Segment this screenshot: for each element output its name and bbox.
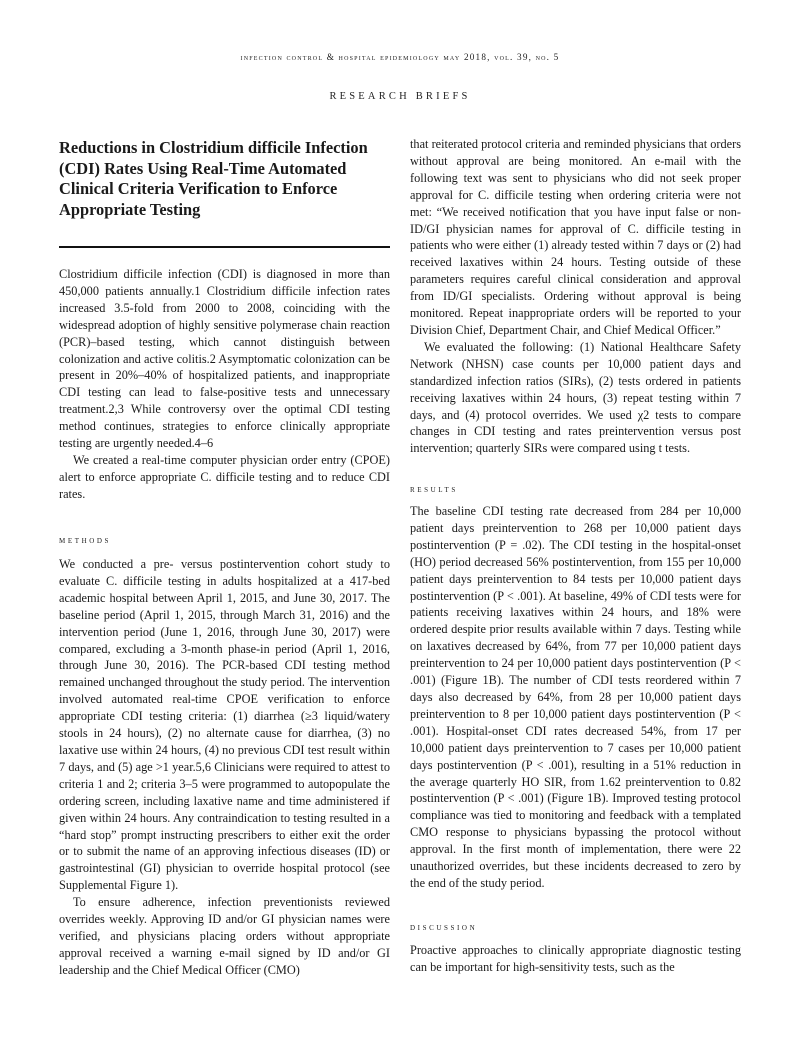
- discussion-section: [410, 920, 741, 937]
- left-column: [59, 266, 390, 503]
- methods-section: [59, 533, 390, 550]
- results-section: [410, 482, 741, 499]
- results-body: [410, 503, 741, 892]
- methods-paragraph-2: To ensure adherence, infection preventionists reviewed overrides weekly. Approving ID and/or GI physician names were verified, and physicians placing orders without appropriate approval received a warning e-mail signed by ID and/or GI leadership and the Chief Medical Officer (CMO): [59, 895, 390, 977]
- results-heading: results: [410, 484, 458, 495]
- title-rule: [59, 246, 390, 248]
- running-header: infection control & hospital epidemiology may 2018, vol. 39, no. 5: [240, 52, 560, 62]
- right-column: [410, 136, 741, 457]
- discussion-body: [410, 942, 741, 976]
- methods-paragraph-3: We evaluated the following: (1) National Healthcare Safety Network (NHSN) case counts per 10,000 patient days and standardized infection ratios (SIRs), (2) tests ordered in patients receiving laxatives within 24 hours, (3) repeat testing within 7 days, and (4) protocol overrides. We used χ2 tests to compare changes in CDI testing and rates preintervention versus post intervention; quarterly SIRs were compared using t tests.: [410, 339, 741, 456]
- methods-heading: methods: [59, 535, 112, 546]
- section-label: RESEARCH BRIEFS: [329, 91, 471, 102]
- intro-paragraph-1: Clostridium difficile infection (CDI) is diagnosed in more than 450,000 patients annually.1 Clostridium difficile infection rates increased 3.5-fold from 2000 to 2008, coinciding with the widespread adoption of highly sensitive polymerase chain reaction (PCR)–based testing, which cannot distinguish between colonization and active colitis.2 Asymptomatic colonization can be present in 20%–40% of hospitalized patients, and inappropriate CDI testing can lead to false-positive tests and unnecessary treatment.2,3 While controversy over the optimal CDI testing method continues, strategies to enforce clinically appropriate testing are urgently needed.4–6: [59, 267, 390, 451]
- methods-body: [59, 556, 390, 979]
- discussion-paragraph-1: Proactive approaches to clinically appropriate diagnostic testing can be important for high-sensitivity tests, such as the: [410, 943, 741, 974]
- methods-paragraph-2-continued: that reiterated protocol criteria and reminded physicians that orders without approval are being monitored. An e-mail with the following text was sent to physicians who did not seek proper approval for C. difficile testing when ordering criteria were not met: “We received notification that you have input false or non-ID/GI physician names for approval of C. difficile testing in patients who were either (1) already tested within 7 days or (2) had received laxatives within 24 hours. Testing outside of these parameters requires careful clinical consideration and approval from ID/GI specialists. Ordering without approval is being monitored. Repeat inappropriate orders will be reported to your Division Chief, Department Chair, and Chief Medical Officer.”: [410, 137, 741, 337]
- results-paragraph-1: The baseline CDI testing rate decreased from 284 per 10,000 patient days preintervention to 268 per 10,000 patient days postintervention (P = .02). The CDI testing in the hospital-onset (HO) period decreased 56% postintervention, from 155 per 10,000 patient days preintervention to 84 tests per 10,000 patient days postintervention (P < .001). At baseline, 49% of CDI tests were for patients receiving laxatives within 24 hours, and 18% were ordered despite prior results available within 7 days. Testing while on laxatives decreased by 64%, from 77 per 10,000 patient days preintervention to 24 per 10,000 patient days postintervention (P < .001) (Figure 1B). The number of CDI tests reordered within 7 days also decreased by 64%, from 28 per 10,000 patient days preintervention to 8 per 10,000 patient days postintervention (P < .001). Hospital-onset CDI rates decreased 54%, from 17 per 10,000 patient days preintervention to 7 cases per 10,000 patient days postintervention (P < .001), resulting in a 51% reduction in the average quarterly HO SIR, from 1.62 preintervention to 0.82 postintervention (P < .001) (Figure 1B). Improved testing protocol compliance was tied to monitoring and feedback with a templated CMO response to physicians bypassing the protocol without approval. In the first month of implementation, there were 22 unauthorized overrides, but these incidents decreased to zero by the end of the study period.: [410, 504, 741, 890]
- article-title: Reductions in Clostridium difficile Infection (CDI) Rates Using Real-Time Automated Clinical Criteria Verification to Enforce Appropriate Testing: [59, 138, 368, 219]
- intro-paragraph-2: We created a real-time computer physician order entry (CPOE) alert to enforce appropriate C. difficile testing and to reduce CDI rates.: [59, 452, 390, 501]
- discussion-heading: discussion: [410, 922, 478, 933]
- methods-paragraph-1: We conducted a pre- versus postintervention cohort study to evaluate C. difficile testing in adults hospitalized at a 417-bed academic hospital between April 1, 2015, and June 30, 2017. The baseline period (April 1, 2015, through March 31, 2016) and the intervention period (June 1, 2016, through June 30, 2017) were compared, excluding a 3-month phase-in period (April 1, 2016, through June 30, 2016). The PCR-based CDI testing method remained unchanged throughout the study period. The intervention involved automated real-time CPOE verification to enforce appropriate CDI testing criteria: (1) diarrhea (≥3 liquid/watery stools in 24 hours), (2) no alternate cause for diarrhea, (3) no laxative use within 24 hours, (4) no previous CDI test result within 7 days, and (5) age >1 year.5,6 Clinicians were required to attest to criteria 1 and 2; criteria 3–5 were programmed to autopopulate the ordering screen, including laxative name and time administered if given within 24 hours. Any contraindication to testing resulted in a “hard stop” prompt instructing prescribers to either exit the order or to submit the name of an approving infectious diseases (ID) or gastrointestinal (GI) physician to override hospital protocol (see Supplemental Figure 1).: [59, 557, 390, 893]
